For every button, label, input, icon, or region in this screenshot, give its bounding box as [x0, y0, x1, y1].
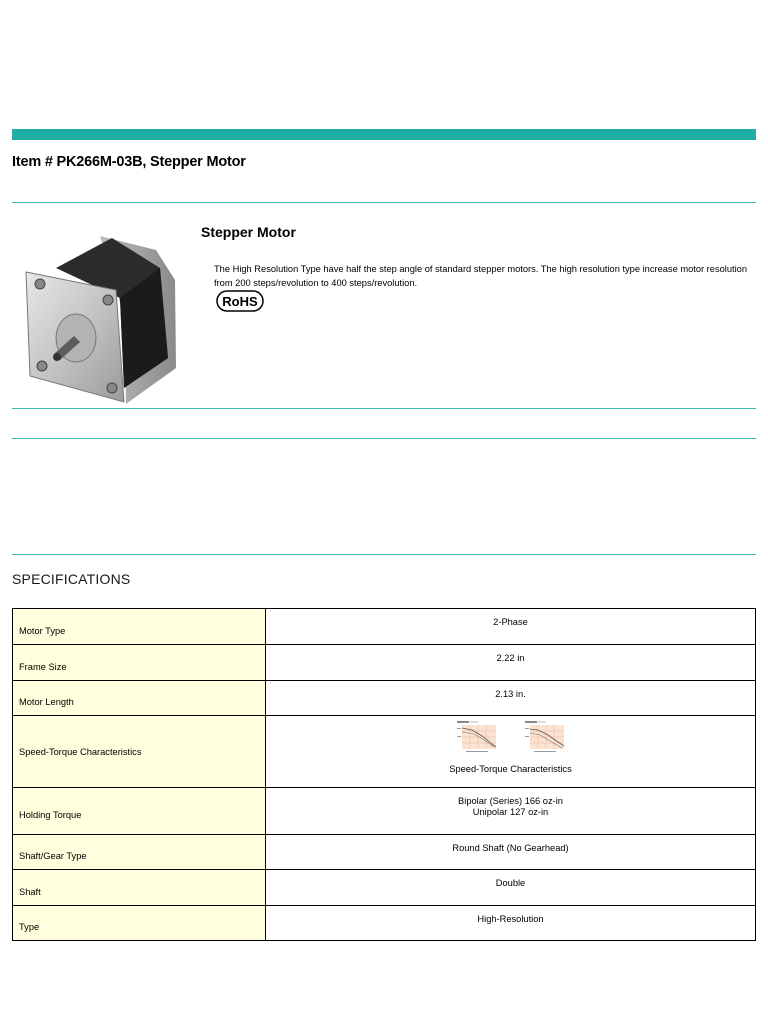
stepper-motor-image: [20, 228, 182, 406]
table-row: [13, 645, 756, 681]
specifications-heading: SPECIFICATIONS: [12, 571, 131, 587]
rohs-badge-text: RoHS: [222, 294, 258, 309]
table-row: [13, 681, 756, 716]
divider: [12, 438, 756, 439]
spec-value: [266, 788, 756, 835]
speed-torque-caption: Speed-Torque Characteristics: [449, 764, 572, 774]
spec-label: Holding Torque: [13, 788, 266, 835]
spec-value: High-Resolution: [266, 906, 756, 941]
table-row: [13, 835, 756, 870]
spec-label: Shaft: [13, 870, 266, 906]
specifications-table: [12, 608, 756, 941]
table-row: [13, 870, 756, 906]
speed-torque-chart-thumbnail-icon[interactable]: [456, 720, 498, 754]
spec-label: Shaft/Gear Type: [13, 835, 266, 870]
spec-value: Double: [266, 870, 756, 906]
spec-value: [266, 716, 756, 788]
spec-label: Motor Type: [13, 609, 266, 645]
spec-value-line: Unipolar 127 oz-in: [472, 807, 549, 817]
table-row: [13, 788, 756, 835]
table-row: [13, 716, 756, 788]
spec-value: 2.13 in.: [266, 681, 756, 716]
divider: [12, 554, 756, 555]
divider: [12, 202, 756, 203]
header-accent-bar: [12, 129, 756, 140]
item-title: Item # PK266M-03B, Stepper Motor: [12, 154, 246, 170]
product-heading: Stepper Motor: [201, 224, 296, 240]
spec-value: Round Shaft (No Gearhead): [266, 835, 756, 870]
spec-label: Frame Size: [13, 645, 266, 681]
spec-value: 2-Phase: [266, 609, 756, 645]
table-row: [13, 906, 756, 941]
rohs-badge-icon: [216, 289, 264, 313]
spec-value: 2.22 in: [266, 645, 756, 681]
spec-label: Speed-Torque Characteristics: [13, 716, 266, 788]
speed-torque-chart-thumbnail-icon[interactable]: [524, 720, 566, 754]
spec-label: Motor Length: [13, 681, 266, 716]
table-row: [13, 609, 756, 645]
spec-label: Type: [13, 906, 266, 941]
spec-value-line: Bipolar (Series) 166 oz-in: [458, 796, 563, 806]
product-description: The High Resolution Type have half the step angle of standard stepper motors. The high resolution type increase motor resolution from 200 steps/revolution to 400 steps/revolution.: [214, 264, 747, 288]
divider: [12, 408, 756, 409]
